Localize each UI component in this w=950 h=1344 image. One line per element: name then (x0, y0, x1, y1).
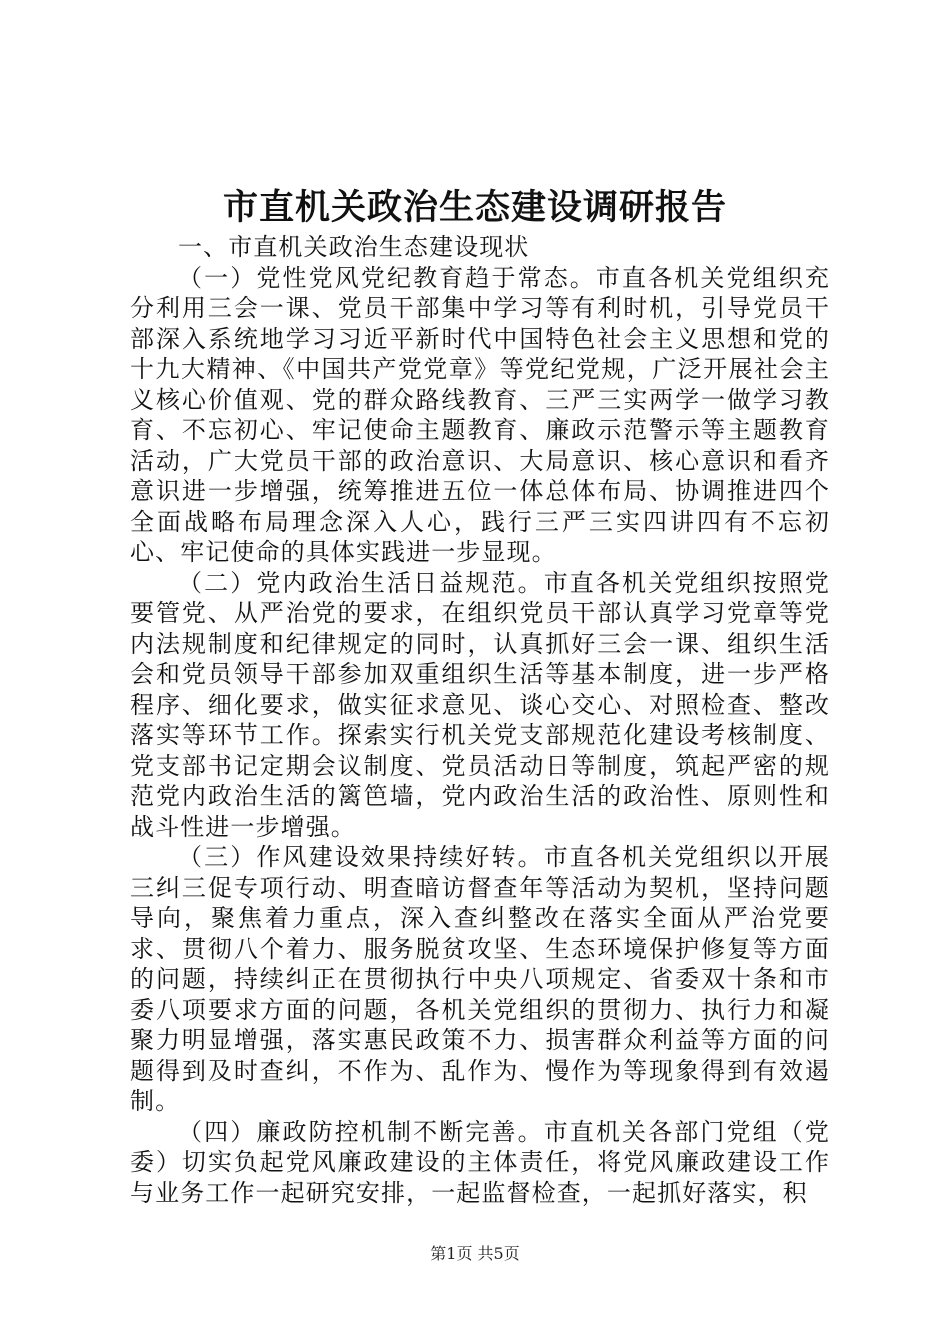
paragraph-1: （一）党性党风党纪教育趋于常态。市直各机关党组织充分利用三会一课、党员干部集中学习等有利时机，引导党员干部深入系统地学习习近平新时代中国特色社会主义思想和党的十九大精神、《中国共产党党章》等党纪党规，广泛开展社会主义核心价值观、党的群众路线教育、三严三实两学一做学习教育、不忘初心、牢记使命主题教育、廉政示范警示等主题教育活动，广大党员干部的政治意识、大局意识、核心意识和看齐意识进一步增强，统筹推进五位一体总体布局、协调推进四个全面战略布局理念深入人心，践行三严三实四讲四有不忘初心、牢记使命的具体实践进一步显现。 (130, 263, 830, 566)
paragraph-4: （四）廉政防控机制不断完善。市直机关各部门党组（党委）切实负起党风廉政建设的主体责任，将党风廉政建设工作与业务工作一起研究安排，一起监督检查，一起抓好落实，积 (130, 1117, 830, 1207)
document-title: 市直机关政治生态建设调研报告 (222, 187, 727, 228)
paragraph-3: （三）作风建设效果持续好转。市直各机关党组织以开展三纠三促专项行动、明查暗访督查年等活动为契机，坚持问题导向，聚焦着力重点，深入查纠整改在落实全面从严治党要求、贯彻八个着力、服务脱贫攻坚、生态环境保护修复等方面的问题，持续纠正在贯彻执行中央八项规定、省委双十条和市委八项要求方面的问题，各机关党组织的贯彻力、执行力和凝聚力明显增强，落实惠民政策不力、损害群众利益等方面的问题得到及时查纠，不作为、乱作为、慢作为等现象得到有效遏制。 (130, 843, 830, 1115)
document-body (130, 232, 830, 1208)
section-heading: 一、市直机关政治生态建设现状 (178, 233, 530, 261)
paragraph-2: （二）党内政治生活日益规范。市直各机关党组织按照党要管党、从严治党的要求，在组织党员干部认真学习党章等党内法规制度和纪律规定的同时，认真抓好三会一课、组织生活会和党员领导干部参加双重组织生活等基本制度，进一步严格程序、细化要求，做实征求意见、谈心交心、对照检查、整改落实等环节工作。探索实行机关党支部规范化建设考核制度、党支部书记定期会议制度、党员活动日等制度，筑起严密的规范党内政治生活的篱笆墙，党内政治生活的政治性、原则性和战斗性进一步增强。 (130, 568, 830, 841)
page-number-footer: 第1页 共5页 (430, 1244, 520, 1263)
